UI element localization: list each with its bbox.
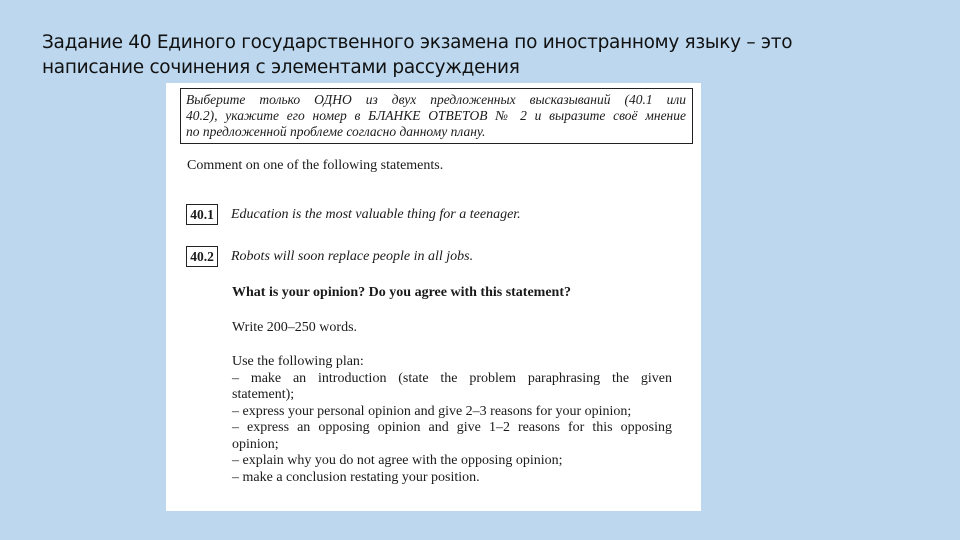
instruction-box	[180, 88, 693, 144]
statement-text-2: Robots will soon replace people in all jobs.	[231, 248, 474, 264]
exam-task-document	[166, 83, 701, 511]
word-count-instruction: Write 200–250 words.	[232, 320, 358, 335]
opinion-question: What is your opinion? Do you agree with this statement?	[232, 285, 572, 300]
statement-row-1	[186, 204, 521, 225]
instruction-line-1: Выберите только ОДНО из двух предложенных высказываний (40.1 или	[186, 92, 686, 107]
plan-line-6: – explain why you do not agree with the opposing opinion;	[232, 453, 563, 468]
slide-title	[42, 30, 932, 80]
plan-line-1: – make an introduction (state the problem paraphrasing the given	[232, 370, 672, 386]
instruction-line-2: 40.2), укажите его номер в БЛАНКЕ ОТВЕТОВ № 2 и выразите своё мнение	[186, 108, 686, 123]
statement-text-1: Education is the most valuable thing for a teenager.	[231, 206, 521, 222]
plan-heading: Use the following plan:	[232, 354, 364, 369]
plan-line-7: – make a conclusion restating your position.	[232, 469, 480, 485]
statement-number-2: 40.2	[186, 246, 218, 267]
slide-title-line-2: написание сочинения с элементами рассуждения	[42, 57, 520, 78]
plan-line-3: – express your personal opinion and give 2–3 reasons for your opinion;	[232, 403, 632, 419]
comment-prompt: Comment on one of the following statements.	[187, 158, 444, 173]
plan-line-5: opinion;	[232, 436, 279, 452]
essay-plan	[232, 354, 672, 486]
statement-number-1: 40.1	[186, 204, 218, 225]
statement-row-2	[186, 246, 473, 267]
plan-line-4: – express an opposing opinion and give 1–2 reasons for this opposing	[232, 420, 672, 435]
plan-line-2: statement);	[232, 387, 295, 402]
slide-title-line-1: Задание 40 Единого государственного экзамена по иностранному языку – это	[42, 32, 793, 53]
instruction-line-3: по предложенной проблеме согласно данному плану.	[186, 124, 486, 139]
